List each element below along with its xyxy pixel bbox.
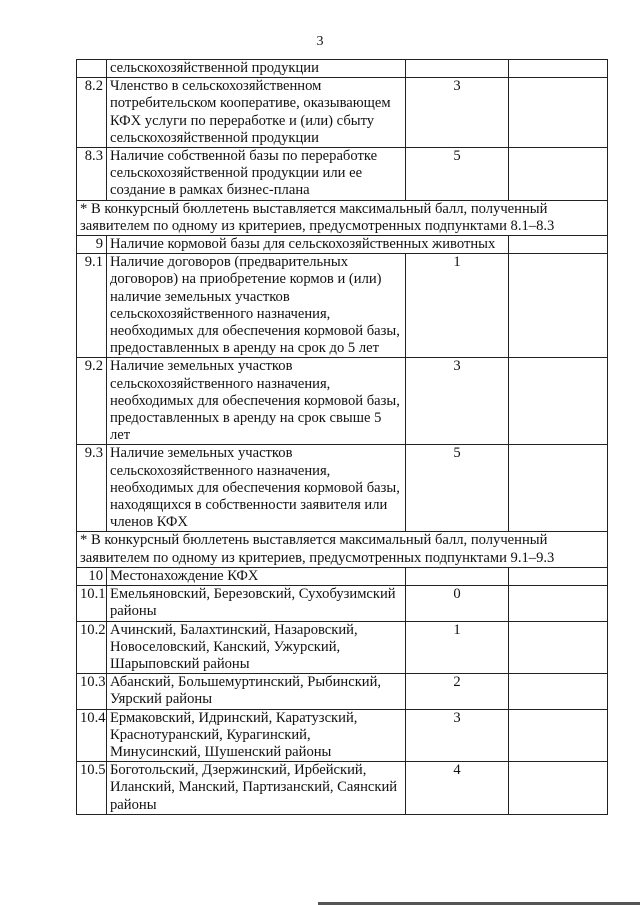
section-row	[77, 236, 608, 254]
item-score: 0	[406, 586, 509, 621]
item-score: 1	[406, 621, 509, 674]
table-row	[77, 60, 608, 78]
table-row	[77, 358, 608, 445]
item-number: 8.3	[77, 148, 107, 201]
item-text: Членство в сельскохозяйственном потребительском кооперативе, оказывающем КФХ услуги по переработке и (или) сбыту сельскохозяйственной продукции	[107, 78, 406, 148]
table-row	[77, 586, 608, 621]
item-text: Боготольский, Дзержинский, Ирбейский, Иланский, Манский, Партизанский, Саянский районы	[107, 762, 406, 815]
empty-cell	[509, 236, 608, 254]
table-row	[77, 709, 608, 762]
empty-cell	[509, 60, 608, 78]
item-text: Наличие собственной базы по переработке сельскохозяйственной продукции или ее создание в рамках бизнес-плана	[107, 148, 406, 201]
table-row	[77, 148, 608, 201]
empty-cell	[509, 445, 608, 532]
section-number: 9	[77, 236, 107, 254]
item-text: Ермаковский, Идринский, Каратузский, Краснотуранский, Курагинский, Минусинский, Шушенский районы	[107, 709, 406, 762]
criteria-table	[76, 59, 608, 815]
footnote-row	[77, 200, 608, 235]
footnote-text: * В конкурсный бюллетень выставляется максимальный балл, полученный заявителем по одному из критериев, предусмотренных подпунктами 9.1–9.3	[77, 532, 608, 567]
item-score: 4	[406, 762, 509, 815]
item-text: Емельяновский, Березовский, Сухобузимский районы	[107, 586, 406, 621]
table-row	[77, 445, 608, 532]
empty-cell	[509, 586, 608, 621]
item-score	[406, 60, 509, 78]
item-text: Местонахождение КФХ	[107, 567, 406, 585]
item-score: 3	[406, 709, 509, 762]
item-score	[406, 567, 509, 585]
item-text: Ачинский, Балахтинский, Назаровский, Новоселовский, Канский, Ужурский, Шарыповский районы	[107, 621, 406, 674]
empty-cell	[509, 148, 608, 201]
table-row	[77, 674, 608, 709]
item-score: 3	[406, 358, 509, 445]
item-score: 3	[406, 78, 509, 148]
item-number: 10.1	[77, 586, 107, 621]
footnote-text: * В конкурсный бюллетень выставляется максимальный балл, полученный заявителем по одному из критериев, предусмотренных подпунктами 8.1–8.3	[77, 200, 608, 235]
section-title: Наличие кормовой базы для сельскохозяйственных животных	[107, 236, 509, 254]
footnote-row	[77, 532, 608, 567]
item-text: Наличие договоров (предварительных договоров) на приобретение кормов и (или) наличие земельных участков сельскохозяйственного назначения, необходимых для обеспечения кормовой базы, предоставленных в аренду на срок до 5 лет	[107, 254, 406, 358]
item-number: 9.2	[77, 358, 107, 445]
item-text: сельскохозяйственной продукции	[107, 60, 406, 78]
item-score: 5	[406, 148, 509, 201]
empty-cell	[509, 358, 608, 445]
table-row	[77, 567, 608, 585]
empty-cell	[509, 762, 608, 815]
item-number: 10.4	[77, 709, 107, 762]
item-number: 9.1	[77, 254, 107, 358]
empty-cell	[509, 78, 608, 148]
item-text: Абанский, Большемуртинский, Рыбинский, Уярский районы	[107, 674, 406, 709]
table-row	[77, 78, 608, 148]
item-number: 10	[77, 567, 107, 585]
empty-cell	[509, 254, 608, 358]
item-number: 10.2	[77, 621, 107, 674]
item-number: 9.3	[77, 445, 107, 532]
table-row	[77, 762, 608, 815]
empty-cell	[509, 567, 608, 585]
item-text: Наличие земельных участков сельскохозяйственного назначения, необходимых для обеспечения кормовой базы, находящихся в собственности заявителя или членов КФХ	[107, 445, 406, 532]
item-score: 2	[406, 674, 509, 709]
item-number	[77, 60, 107, 78]
empty-cell	[509, 621, 608, 674]
empty-cell	[509, 709, 608, 762]
item-number: 10.5	[77, 762, 107, 815]
table-row	[77, 621, 608, 674]
table-row	[77, 254, 608, 358]
item-score: 1	[406, 254, 509, 358]
item-score: 5	[406, 445, 509, 532]
empty-cell	[509, 674, 608, 709]
item-number: 10.3	[77, 674, 107, 709]
item-text: Наличие земельных участков сельскохозяйственного назначения, необходимых для обеспечения кормовой базы, предоставленных в аренду на срок свыше 5 лет	[107, 358, 406, 445]
item-number: 8.2	[77, 78, 107, 148]
page-number: 3	[316, 34, 324, 49]
